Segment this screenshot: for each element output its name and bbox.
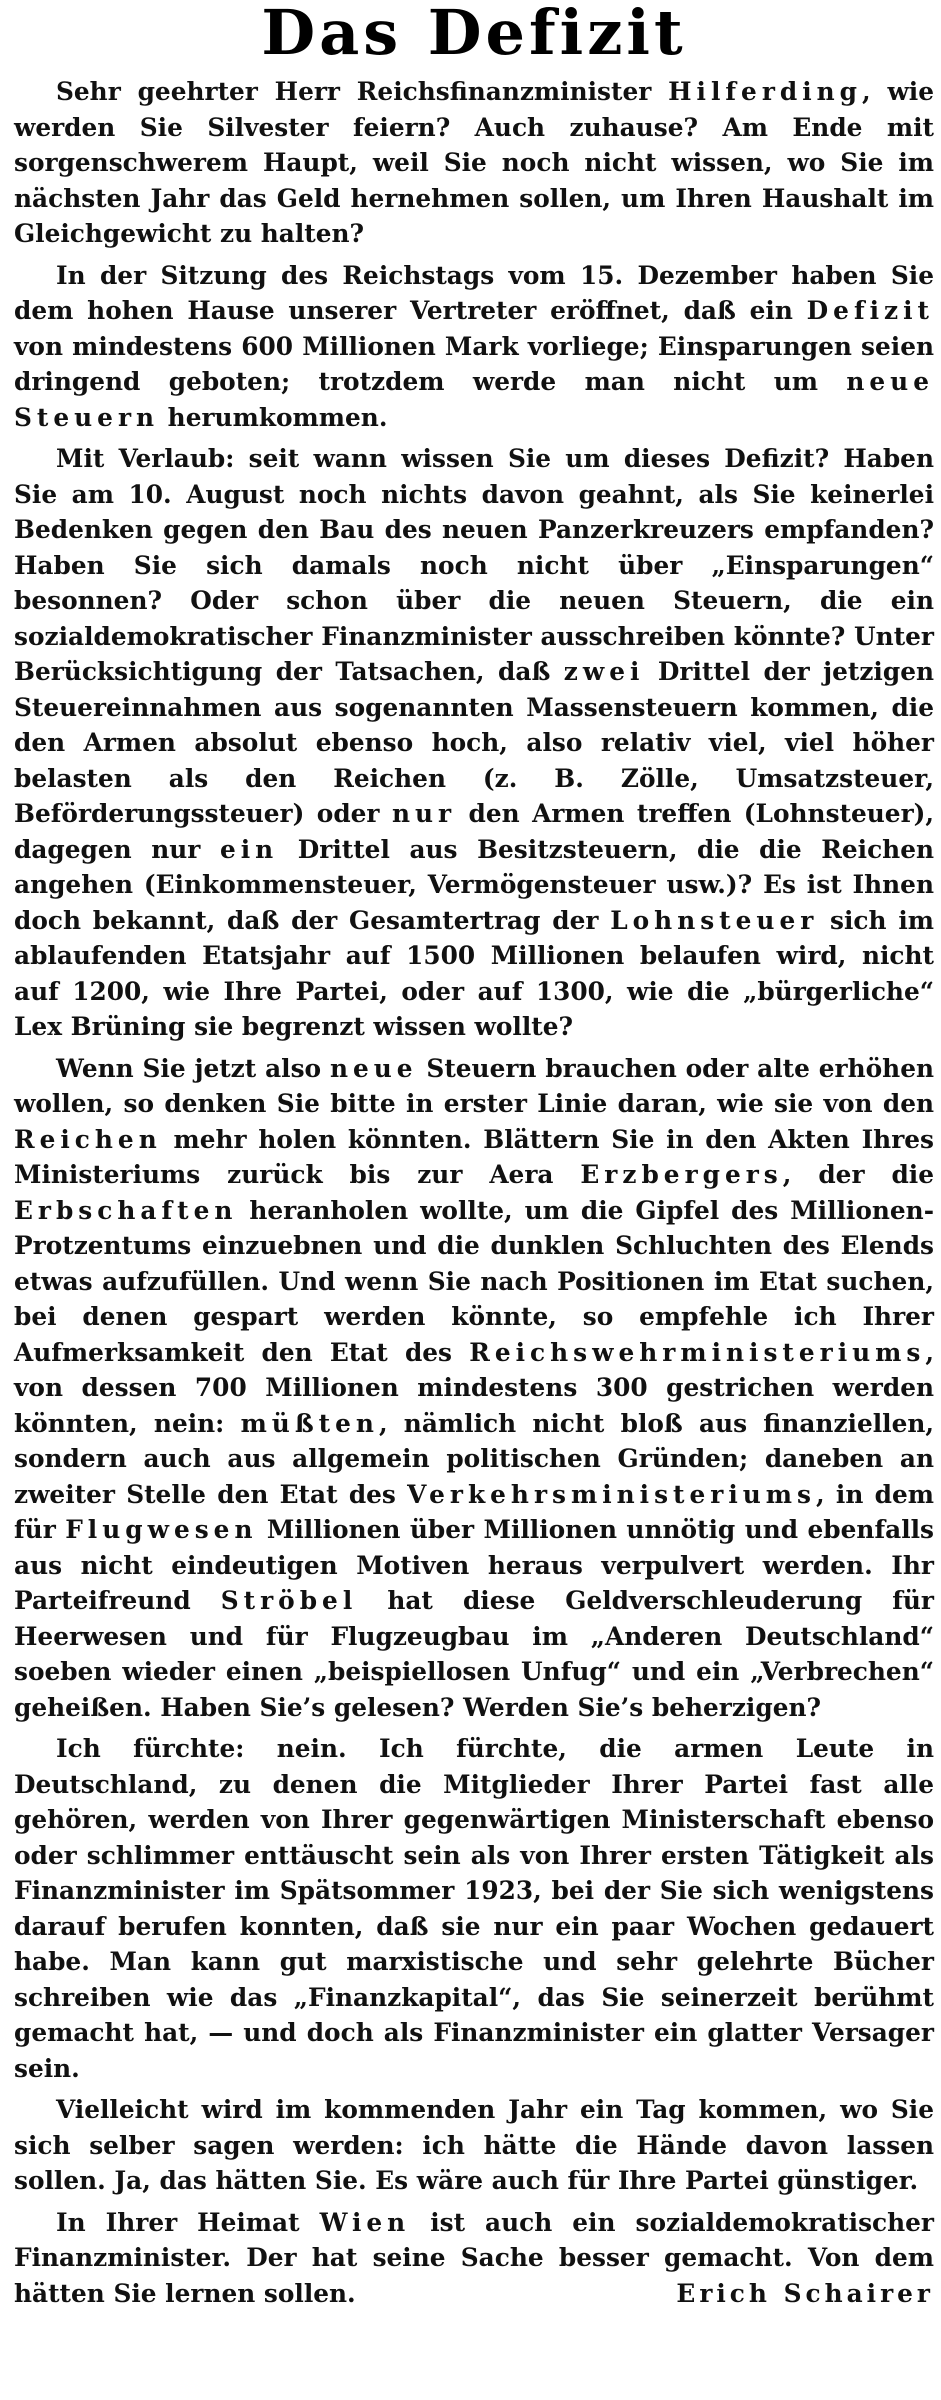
emphasis-muessten: müßten xyxy=(240,1408,379,1438)
paragraph-4-text-b: Steuern brauchen oder alte erhöhen wollen, so denken Sie bitte in erster Linie daran, wie sie von den xyxy=(14,1053,935,1118)
paragraph-7-text-a: In Ihrer Heimat xyxy=(56,2207,320,2237)
paragraph-2-text-a: In der Sitzung des Reichstags vom 15. Dezember haben Sie dem hohen Hause unserer Vertreter eröffnet, daß ein xyxy=(14,260,934,325)
emphasis-wien: Wien xyxy=(319,2207,411,2237)
paragraph-3-text-d: Drittel aus Besitzsteuern, die die Reichen angehen (Einkommensteuer, Vermögensteuer usw.)? Es ist Ihnen doch bekannt, daß der Gesamtertrag der xyxy=(14,834,934,935)
paragraph-1-text-a: Sehr geehrter Herr Reichsfinanzminister xyxy=(56,77,669,106)
emphasis-flugwesen: Flugwesen xyxy=(65,1515,258,1544)
emphasis-erzbergers: Erzbergers xyxy=(580,1160,783,1189)
article-title: Das Defizit xyxy=(261,0,687,69)
emphasis-erbschaften: Erbschaften xyxy=(14,1195,238,1225)
paragraph-4-text-i: Millionen über Millionen unnötig und ebenfalls aus nicht eindeutigen Motiven heraus verpulvert werden. Ihr Parteifreund xyxy=(14,1515,934,1615)
name-hilferding: Hilferding xyxy=(668,77,863,106)
newspaper-article xyxy=(14,0,934,2400)
paragraph-4-text-j: hat diese Geldverschleuderung für Heerwesen und für Flugzeugbau im „Anderen Deutschland“ soeben wieder einen „beispiellosen Unfug“ und ein „Verbrechen“ geheißen. Haben Sie’s gelesen? Werden Sie’s beherzigen? xyxy=(14,1586,934,1722)
paragraph-2-text-b: von mindestens 600 Millionen Mark vorliege; Einsparungen seien dringend geboten; trotzdem werde man nicht um xyxy=(14,331,934,396)
paragraph-2 xyxy=(14,258,934,436)
paragraph-4-text-a: Wenn Sie jetzt also xyxy=(56,1053,330,1083)
paragraph-3-text-b: Drittel der jetzigen Steuereinnahmen aus sogenannten Massensteuern kommen, die den Armen absolut ebenso hoch, also relativ viel, viel höher belasten als den Reichen (z. B. Zölle, Umsatzsteuer, Beförderungssteuer) oder xyxy=(14,657,934,828)
paragraph-2-text-c: herumkommen. xyxy=(159,402,388,432)
emphasis-neue: neue xyxy=(329,1053,418,1083)
paragraph-4-text-h: , in dem für xyxy=(14,1479,934,1544)
paragraph-3-text-a: Mit Verlaub: seit wann wissen Sie um dieses Defizit? Haben Sie am 10. August noch nichts davon geahnt, als Sie keinerlei Bedenken gegen den Bau des neuen Panzerkreuzers empfanden? Haben Sie sich damals noch nicht über „Einsparungen“ besonnen? Oder schon über die neuen Steuern, die ein sozialdemokratischer Finanzminister ausschreiben könnte? Unter Berücksichtigung der Tatsachen, daß xyxy=(14,444,934,686)
emphasis-lohnsteuer: Lohnsteuer xyxy=(610,905,819,935)
emphasis-zwei: zwei xyxy=(563,657,645,686)
paragraph-4-text-g: , nämlich nicht bloß aus finanziellen, sondern auch aus allgemein politischen Gründen; daneben an zweiter Stelle den Etat des xyxy=(14,1408,935,1509)
paragraph-4-text-c: mehr holen könnten. Blättern Sie in den Akten Ihres Ministeriums zurück bis zur Aera xyxy=(14,1124,934,1189)
emphasis-reichen: Reichen xyxy=(14,1124,162,1154)
paragraph-4-text-e: heranholen wollte, um die Gipfel des Millionen-Protzentums einzuebnen und die dunklen Schluchten des Elends etwas aufzufüllen. Und wenn Sie nach Positionen im Etat suchen, bei denen gespart werden könnte, so empfehle ich Ihrer Aufmerksamkeit den Etat des xyxy=(14,1195,934,1367)
emphasis-ein: ein xyxy=(219,834,279,864)
paragraph-6: Vielleicht wird im kommenden Jahr ein Tag kommen, wo Sie sich selber sagen werden: ich hätte die Hände davon lassen sollen. Ja, das hätten Sie. Es wäre auch für Ihre Partei günstiger. xyxy=(14,2095,934,2195)
paragraph-4-text-d: , der die xyxy=(782,1160,934,1189)
paragraph-3-text-e: sich im ablaufenden Etatsjahr auf 1500 Millionen belaufen wird, nicht auf 1200, wie Ihre Partei, oder auf 1300, wie die „bürgerliche“ Lex Brüning sie begrenzt wissen wollte? xyxy=(14,905,934,1041)
emphasis-defizit: Defizit xyxy=(806,296,934,325)
paragraph-7-text-b: ist auch ein sozialdemokratischer Finanzminister. Der hat seine Sache besser gemacht. Von dem hätten Sie lernen sollen. xyxy=(14,2207,934,2308)
paragraph-4-text-f: , von dessen 700 Millionen mindestens 300 gestrichen werden könnten, nein: xyxy=(14,1337,934,1438)
name-stroebel: Ströbel xyxy=(220,1586,358,1615)
emphasis-reichswehrministerium: Reichswehrministeriums xyxy=(469,1337,926,1367)
paragraph-1 xyxy=(14,74,934,252)
paragraph-7 xyxy=(14,2205,934,2312)
paragraph-3-text-c: den Armen treffen (Lohnsteuer), dagegen nur xyxy=(14,799,934,864)
author-signature: Erich Schairer xyxy=(676,2278,934,2308)
paragraph-4 xyxy=(14,1051,934,1726)
emphasis-neue-steuern: neue Steuern xyxy=(14,367,934,432)
paragraph-3 xyxy=(14,441,934,1045)
paragraph-5: Ich fürchte: nein. Ich fürchte, die armen Leute in Deutschland, zu denen die Mitglieder Ihrer Partei fast alle gehören, werden von Ihrer gegenwärtigen Ministerschaft ebenso oder schlimmer enttäuscht sein als von Ihrer ersten Tätigkeit als Finanzminister im Spätsommer 1923, bei der Sie sich wenigstens darauf berufen konnten, daß sie nur ein paar Wochen gedauert habe. Man kann gut marxistische und sehr gelehrte Bücher schreiben wie das „Finanzkapital“, das Sie seinerzeit berühmt gemacht hat, — und doch als Finanzminister ein glatter Versager sein. xyxy=(14,1734,934,2083)
emphasis-nur: nur xyxy=(391,799,457,828)
emphasis-verkehrsministerium: Verkehrsministeriums xyxy=(407,1479,816,1509)
paragraph-1-text-b: , wie werden Sie Silvester feiern? Auch zuhause? Am Ende mit sorgenschwerem Haupt, weil Sie noch nicht wissen, wo Sie im nächsten Jahr das Geld hernehmen sollen, um Ihren Haushalt im Gleichgewicht zu halten? xyxy=(14,77,934,248)
